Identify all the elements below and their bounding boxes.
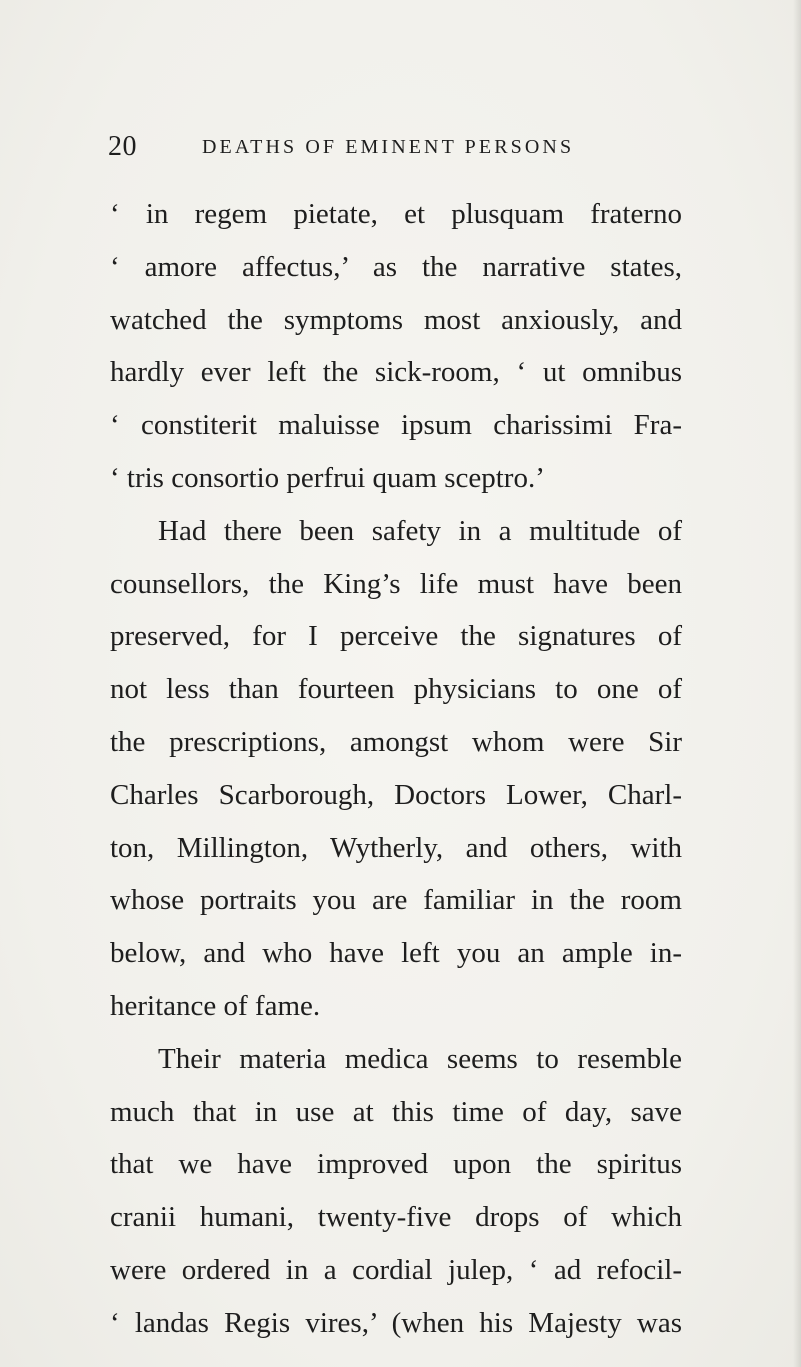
text-line: ‘ amore affectus,’ as the narrative states,: [110, 250, 682, 283]
running-head: DEATHS OF EMINENT PERSONS: [202, 136, 575, 158]
paragraph-start-line: Their materia medica seems to resemble: [158, 1042, 682, 1075]
text-line: below, and who have left you an ample in-: [110, 937, 682, 970]
text-line: preserved, for I perceive the signatures of: [110, 620, 682, 653]
text-line: Charles Scarborough, Doctors Lower, Charl-: [110, 778, 682, 811]
text-line: were ordered in a cordial julep, ‘ ad refocil-: [110, 1253, 682, 1286]
body-text: [110, 188, 682, 1350]
page-number: 20: [108, 131, 137, 162]
text-line: that we have improved upon the spiritus: [110, 1148, 682, 1181]
text-line: whose portraits you are familiar in the room: [110, 884, 682, 917]
text-line: hardly ever left the sick-room, ‘ ut omnibus: [110, 356, 682, 389]
text-line: the prescriptions, amongst whom were Sir: [110, 725, 682, 758]
text-line: ton, Millington, Wytherly, and others, with: [110, 831, 682, 864]
page-edge-shadow: [793, 0, 801, 1367]
text-line: much that in use at this time of day, save: [110, 1095, 682, 1128]
text-line: ‘ constiterit maluisse ipsum charissimi Fra-: [110, 409, 682, 442]
text-line: cranii humani, twenty-five drops of which: [110, 1201, 682, 1234]
text-line: watched the symptoms most anxiously, and: [110, 303, 682, 336]
page-header: [108, 130, 708, 170]
text-line: not less than fourteen physicians to one of: [110, 673, 682, 706]
text-line: ‘ tris consortio perfrui quam sceptro.’: [110, 461, 545, 494]
text-line: ‘ in regem pietate, et plusquam fraterno: [110, 198, 682, 230]
paragraph-start-line: Had there been safety in a multitude of: [158, 514, 682, 547]
text-line: heritance of fame.: [110, 989, 321, 1022]
text-line: ‘ landas Regis vires,’ (when his Majesty was: [110, 1306, 682, 1339]
text-line: counsellors, the King’s life must have been: [110, 567, 682, 600]
